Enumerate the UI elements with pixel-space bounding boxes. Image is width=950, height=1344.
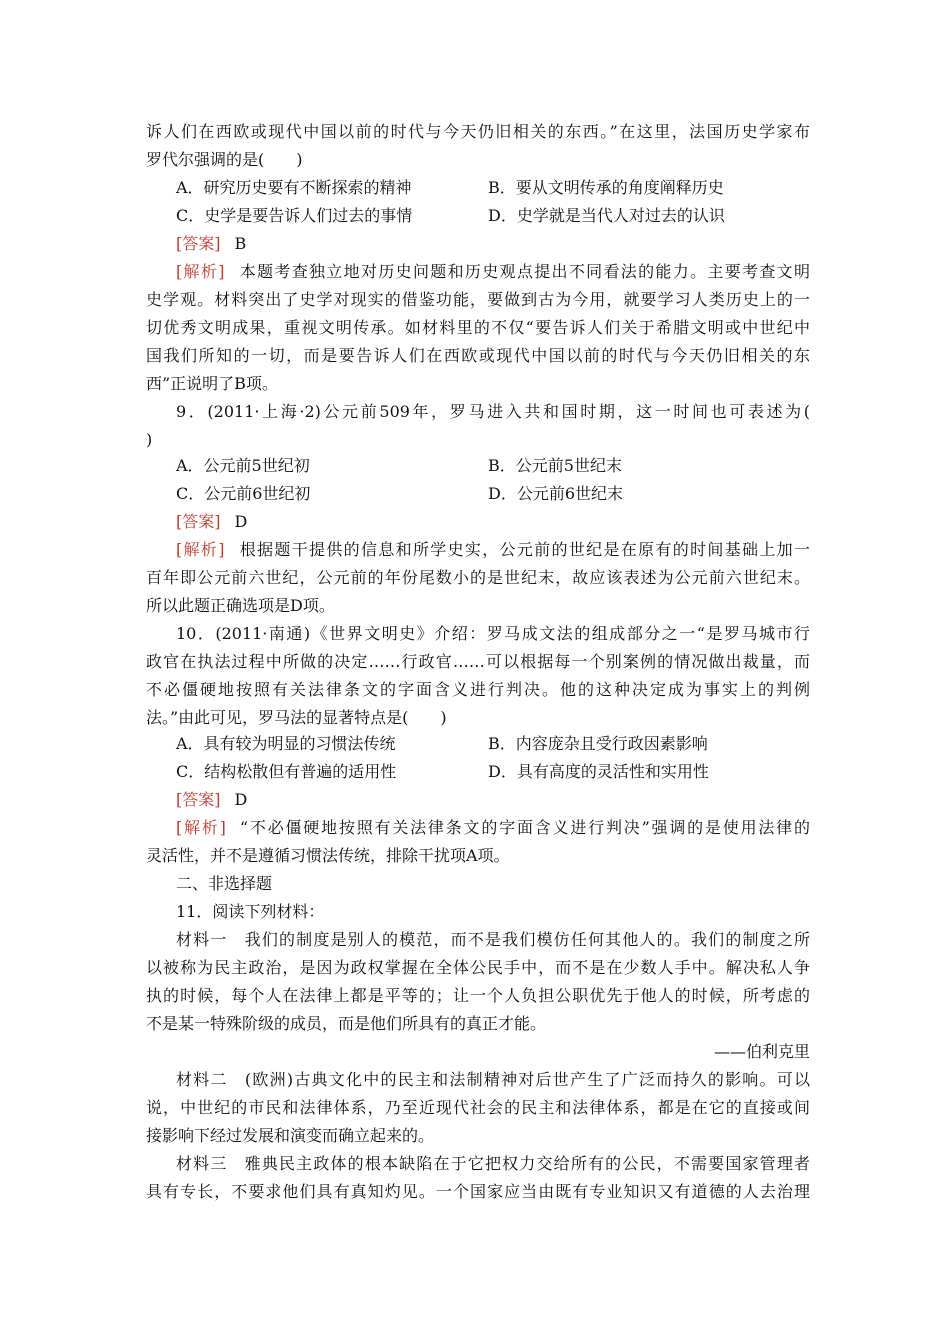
q9-stem-line: ) bbox=[146, 430, 153, 449]
q10-option-c: C．结构松散但有普遍的适用性 bbox=[176, 762, 397, 781]
q11-material2-line: 材料二 (欧洲)古典文化中的民主和法制精神对后世产生了广泛而持久的影响。可以 bbox=[176, 1070, 810, 1089]
q9-option-d: D．公元前6世纪末 bbox=[488, 484, 624, 503]
q8-stem-line: 罗代尔强调的是( ) bbox=[146, 150, 303, 169]
q10-stem-line: 法。”由此可见，罗马法的显著特点是( ) bbox=[146, 708, 447, 727]
analysis-label: [解析] bbox=[176, 262, 225, 281]
q10-stem-line: 政官在执法过程中所做的决定……行政官……可以根据每一个别案例的情况做出裁量，而 bbox=[146, 652, 810, 671]
answer-label: [答案] bbox=[176, 790, 221, 809]
q11-material3-line: 材料三 雅典民主政体的根本缺陷在于它把权力交给所有的公民，不需要国家管理者 bbox=[176, 1154, 810, 1173]
q10-option-b: B．内容庞杂且受行政因素影响 bbox=[488, 734, 708, 753]
q8-analysis-line: 史学观。材料突出了史学对现实的借鉴功能，要做到古为今用，就要学习人类历史上的一 bbox=[146, 290, 810, 309]
q9-analysis-line: 所以此题正确选项是D项。 bbox=[146, 596, 335, 615]
q11-material1-source: ——伯利克里 bbox=[713, 1042, 810, 1061]
q10-option-d: D．具有高度的灵活性和实用性 bbox=[488, 762, 709, 781]
analysis-text: “不必僵硬地按照有关法律条文的字面含义进行判决”强调的是使用法律的 bbox=[239, 818, 810, 837]
q8-option-a: A．研究历史要有不断探索的精神 bbox=[176, 178, 412, 197]
q8-analysis-line: 西”正说明了B项。 bbox=[146, 374, 278, 393]
q9-option-b: B．公元前5世纪末 bbox=[488, 456, 622, 475]
q11-material3-line: 具有专长，不要求他们具有真知灼见。一个国家应当由既有专业知识又有道德的人去治理 bbox=[146, 1182, 810, 1201]
q11-stem: 11．阅读下列材料： bbox=[176, 902, 325, 921]
analysis-label: [解析] bbox=[176, 540, 225, 559]
q11-material2-line: 接影响下经过发展和演变而确立起来的。 bbox=[146, 1126, 435, 1145]
q10-stem-line: 10．(2011·南通)《世界文明史》介绍：罗马成文法的组成部分之一“是罗马城市行 bbox=[176, 624, 810, 643]
analysis-text: 根据题干提供的信息和所学史实，公元前的世纪是在原有的时间基础上加一 bbox=[238, 540, 810, 559]
q8-analysis-line: 国我们所知的一切，而是要告诉人们在西欧或现代中国以前的时代与今天仍旧相关的东 bbox=[146, 346, 810, 365]
answer-value: D bbox=[234, 790, 248, 809]
q8-option-c: C．史学是要告诉人们过去的事情 bbox=[176, 206, 413, 225]
q11-material2-line: 说，中世纪的市民和法律体系，乃至近现代社会的民主和法律体系，都是在它的直接或间 bbox=[146, 1098, 810, 1117]
q9-answer bbox=[176, 508, 810, 536]
q10-option-a: A．具有较为明显的习惯法传统 bbox=[176, 734, 396, 753]
q11-material1-line: 材料一 我们的制度是别人的模范，而不是我们模仿任何其他人的。我们的制度之所 bbox=[176, 930, 810, 949]
analysis-text: 本题考查独立地对历史问题和历史观点提出不同看法的能力。主要考查文明 bbox=[238, 262, 810, 281]
q8-analysis bbox=[176, 258, 810, 286]
answer-value: B bbox=[234, 234, 247, 253]
q8-stem-line: 诉人们在西欧或现代中国以前的时代与今天仍旧相关的东西。”在这里，法国历史学家布 bbox=[146, 122, 810, 141]
q9-option-c: C．公元前6世纪初 bbox=[176, 484, 311, 503]
q9-analysis bbox=[176, 536, 810, 564]
q9-stem-line: 9．(2011·上海·2)公元前509年，罗马进入共和国时期，这一时间也可表述为( bbox=[176, 402, 810, 421]
q10-stem-line: 不必僵硬地按照有关法律条文的字面含义进行判决。他的这种决定成为事实上的判例 bbox=[146, 680, 810, 699]
analysis-label: [解析] bbox=[176, 818, 226, 837]
q9-option-a: A．公元前5世纪初 bbox=[176, 456, 310, 475]
q10-analysis bbox=[176, 814, 810, 842]
q10-analysis-line: 灵活性，并不是遵循习惯法传统，排除干扰项A项。 bbox=[146, 846, 510, 865]
q10-answer bbox=[176, 786, 810, 814]
q11-material1-line: 不是某一特殊阶级的成员，而是他们所具有的真正才能。 bbox=[146, 1014, 547, 1033]
q8-answer bbox=[176, 230, 810, 258]
q11-material1-line: 执的时候，每个人在法律上都是平等的；让一个人负担公职优先于他人的时候，所考虑的 bbox=[146, 986, 810, 1005]
answer-label: [答案] bbox=[176, 512, 221, 531]
q8-option-d: D．史学就是当代人对过去的认识 bbox=[488, 206, 725, 225]
q8-option-b: B．要从文明传承的角度阐释历史 bbox=[488, 178, 724, 197]
section-title: 二、非选择题 bbox=[176, 874, 273, 893]
q8-analysis-line: 切优秀文明成果，重视文明传承。如材料里的不仅“要告诉人们关于希腊文明或中世纪中 bbox=[146, 318, 810, 337]
q11-material1-line: 以被称为民主政治，是因为政权掌握在全体公民手中，而不是在少数人手中。解决私人争 bbox=[146, 958, 810, 977]
answer-label: [答案] bbox=[176, 234, 221, 253]
answer-value: D bbox=[234, 512, 248, 531]
q9-analysis-line: 百年即公元前六世纪，公元前的年份尾数小的是世纪末，故应该表述为公元前六世纪末。 bbox=[146, 568, 810, 587]
